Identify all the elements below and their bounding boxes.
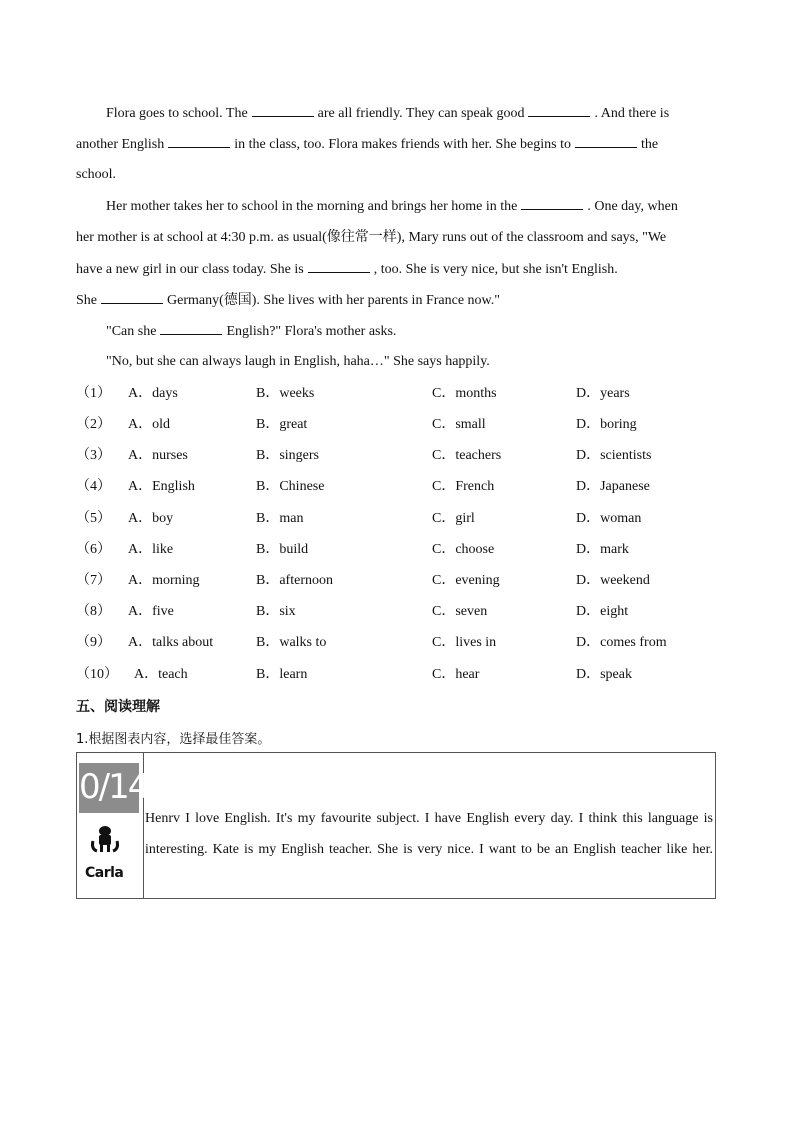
question-number: （4） [76,479,111,494]
option-d[interactable]: D．scientists [576,448,652,463]
option-a[interactable]: A．talks about [128,635,214,650]
answer-blank-6[interactable] [308,260,370,273]
profile-name: Carla [85,865,124,881]
option-b[interactable]: B．weeks [256,386,315,401]
option-b[interactable]: B．great [256,417,308,432]
question-row [76,666,716,686]
answer-blank-8[interactable] [160,322,222,335]
option-a[interactable]: A．English [128,479,195,494]
passage-line-4: Her mother takes her to school in the morning and brings her home in the . One day, when [106,199,678,214]
profile-statement: Henrv I love English. It's my favourite subject. I have English every day. I think this language is interesting. Kate is my English teacher. She is very nice. I want to be an English teacher like her. [145,811,713,857]
question-row [76,416,716,436]
option-d[interactable]: D．speak [576,667,632,682]
question-number: （10） [76,667,118,682]
passage-line-9: "No, but she can always laugh in English, haha…" She says happily. [106,354,490,369]
option-a[interactable]: A．boy [128,511,174,526]
passage-line-8: "Can she English?" Flora's mother asks. [106,324,397,339]
option-c[interactable]: C．evening [432,573,500,588]
option-c[interactable]: C．seven [432,604,488,619]
question-row [76,447,716,467]
option-b[interactable]: B．afternoon [256,573,333,588]
question-row [76,385,716,405]
option-a[interactable]: A．days [128,386,178,401]
question-number: （9） [76,635,111,650]
question-number: （3） [76,448,111,463]
option-c[interactable]: C．girl [432,511,475,526]
option-d[interactable]: D．boring [576,417,637,432]
passage-line-6: have a new girl in our class today. She is , too. She is very nice, but she isn't English. [76,262,618,277]
question-row [76,510,716,530]
option-c[interactable]: C．lives in [432,635,497,650]
person-figure-icon [87,825,123,853]
answer-blank-2[interactable] [528,104,590,117]
passage-line-5: her mother is at school at 4:30 p.m. as usual(像往常一样), Mary runs out of the classroom and says, "We [76,230,667,245]
section-heading: 五、阅读理解 [76,699,160,715]
option-c[interactable]: C．small [432,417,486,432]
option-a[interactable]: A．like [128,542,174,557]
question-number: （8） [76,604,111,619]
option-a[interactable]: A．nurses [128,448,188,463]
question-number: （5） [76,511,111,526]
option-b[interactable]: B．learn [256,667,308,682]
option-c[interactable]: C．hear [432,667,480,682]
option-d[interactable]: D．mark [576,542,629,557]
question-row [76,572,716,592]
question-number: （7） [76,573,111,588]
answer-blank-7[interactable] [101,291,163,304]
option-a[interactable]: A．five [128,604,174,619]
option-c[interactable]: C．choose [432,542,495,557]
passage-line-1: Flora goes to school. The are all friendly. They can speak good . And there is [106,106,670,121]
option-a[interactable]: A．teach [134,667,188,682]
option-b[interactable]: B．singers [256,448,319,463]
option-b[interactable]: B．six [256,604,296,619]
question-number: （1） [76,386,111,401]
option-a[interactable]: A．morning [128,573,200,588]
question-number: （2） [76,417,111,432]
answer-blank-5[interactable] [521,197,583,210]
option-d[interactable]: D．eight [576,604,629,619]
avatar-overlay-text: 0/14 [79,767,148,807]
avatar-image [79,763,148,813]
option-d[interactable]: D．weekend [576,573,650,588]
answer-blank-3[interactable] [168,135,230,148]
question-row [76,541,716,561]
option-b[interactable]: B．build [256,542,309,557]
answer-blank-4[interactable] [575,135,637,148]
option-d[interactable]: D．Japanese [576,479,650,494]
answer-blank-1[interactable] [252,104,314,117]
profile-cell [77,753,148,898]
passage-line-7: She Germany(德国). She lives with her parents in France now." [76,293,500,308]
option-c[interactable]: C．months [432,386,497,401]
reading-card-table [76,752,716,899]
question-row [76,634,716,654]
option-d[interactable]: D．woman [576,511,642,526]
question-number: （6） [76,542,111,557]
passage-line-2: another English in the class, too. Flora makes friends with her. She begins to the [76,137,659,152]
option-b[interactable]: B．Chinese [256,479,325,494]
option-d[interactable]: D．comes from [576,635,667,650]
option-b[interactable]: B．walks to [256,635,327,650]
option-d[interactable]: D．years [576,386,630,401]
option-c[interactable]: C．French [432,479,495,494]
option-a[interactable]: A．old [128,417,170,432]
option-c[interactable]: C．teachers [432,448,502,463]
question-row [76,478,716,498]
option-b[interactable]: B．man [256,511,304,526]
section-instruction: 1.根据图表内容，选择最佳答案。 [76,732,271,747]
passage-line-3: school. [76,167,117,182]
question-row [76,603,716,623]
